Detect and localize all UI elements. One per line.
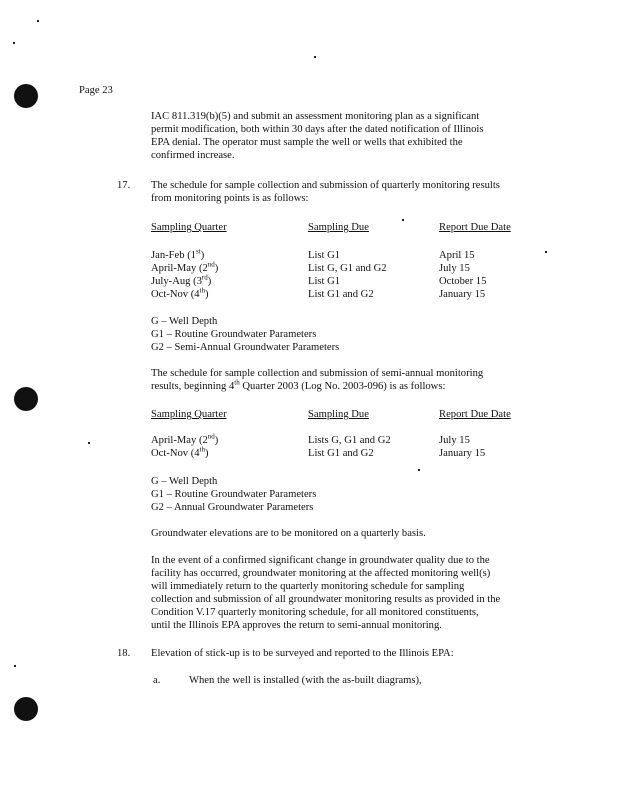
table1-cell-quarter: Jan-Feb (1st) [151,247,205,261]
scan-speck [37,20,39,22]
item-17-number: 17. [117,180,131,191]
scan-speck [418,469,420,471]
legend1-line: G – Well Depth [151,316,218,327]
event-line: In the event of a confirmed significant change in groundwater quality due to the [151,555,490,566]
item-18-sub-a-text: When the well is installed (with the as-built diagrams), [189,675,422,686]
table2-cell-quarter: April-May (2nd) [151,432,219,446]
continuation-line: EPA denial. The operator must sample the well or wells that exhibited the [151,137,463,148]
table2-cell-due: Lists G, G1 and G2 [308,435,391,446]
scan-speck [545,251,547,253]
table1-cell-due: List G1 and G2 [308,289,374,300]
item-18-sub-a-label: a. [153,675,161,686]
semi-annual-intro-line: results, beginning 4th Quarter 2003 (Log No. 2003-096) is as follows: [151,378,446,392]
legend2-line: G1 – Routine Groundwater Parameters [151,489,317,500]
table1-header-quarter: Sampling Quarter [151,222,227,233]
scan-speck [314,56,316,58]
continuation-line: permit modification, both within 30 days after the dated notification of Illinois [151,124,484,135]
table2-cell-quarter: Oct-Nov (4th) [151,445,209,459]
table2-header-report: Report Due Date [439,409,511,420]
table1-cell-report: October 15 [439,276,487,287]
legend2-line: G2 – Annual Groundwater Parameters [151,502,314,513]
scan-speck [88,442,90,444]
scan-speck [13,42,15,44]
table1-cell-due: List G1 [308,276,341,287]
legend2-line: G – Well Depth [151,476,218,487]
table1-cell-report: April 15 [439,250,475,261]
legend1-line: G2 – Semi-Annual Groundwater Parameters [151,342,340,353]
item-17-intro-line: The schedule for sample collection and submission of quarterly monitoring results [151,180,500,191]
event-line: Condition V.17 quarterly monitoring schedule, for all monitored constituents, [151,607,479,618]
page-label: Page 23 [79,85,113,96]
table1-cell-due: List G1 [308,250,341,261]
table1-header-due: Sampling Due [308,222,369,233]
continuation-line: IAC 811.319(b)(5) and submit an assessment monitoring plan as a significant [151,111,480,122]
continuation-line: confirmed increase. [151,150,235,161]
table1-header-report: Report Due Date [439,222,511,233]
table2-header-due: Sampling Due [308,409,369,420]
scan-speck [14,665,16,667]
punch-hole-bottom [14,697,38,721]
legend1-line: G1 – Routine Groundwater Parameters [151,329,317,340]
table2-cell-report: January 15 [439,448,486,459]
punch-hole-middle [14,387,38,411]
semi-annual-intro-line: The schedule for sample collection and submission of semi-annual monitoring [151,368,484,379]
item-17-intro-line: from monitoring points is as follows: [151,193,309,204]
table1-cell-due: List G, G1 and G2 [308,263,387,274]
item-18-text: Elevation of stick-up is to be surveyed and reported to the Illinois EPA: [151,648,454,659]
table2-cell-due: List G1 and G2 [308,448,374,459]
table2-cell-report: July 15 [439,435,470,446]
groundwater-elevations-line: Groundwater elevations are to be monitored on a quarterly basis. [151,528,426,539]
table1-cell-quarter: April-May (2nd) [151,260,219,274]
scan-speck [402,219,404,221]
punch-hole-top [14,84,38,108]
table1-cell-report: July 15 [439,263,470,274]
table1-cell-report: January 15 [439,289,486,300]
event-line: facility has occurred, groundwater monitoring at the affected monitoring well(s) [151,568,491,579]
item-18-number: 18. [117,648,131,659]
event-line: until the Illinois EPA approves the return to semi-annual monitoring. [151,620,442,631]
event-line: will immediately return to the quarterly monitoring schedule for sampling [151,581,465,592]
table1-cell-quarter: July-Aug (3rd) [151,273,212,287]
event-line: collection and submission of all groundwater monitoring results as provided in the [151,594,501,605]
table2-header-quarter: Sampling Quarter [151,409,227,420]
table1-cell-quarter: Oct-Nov (4th) [151,286,209,300]
